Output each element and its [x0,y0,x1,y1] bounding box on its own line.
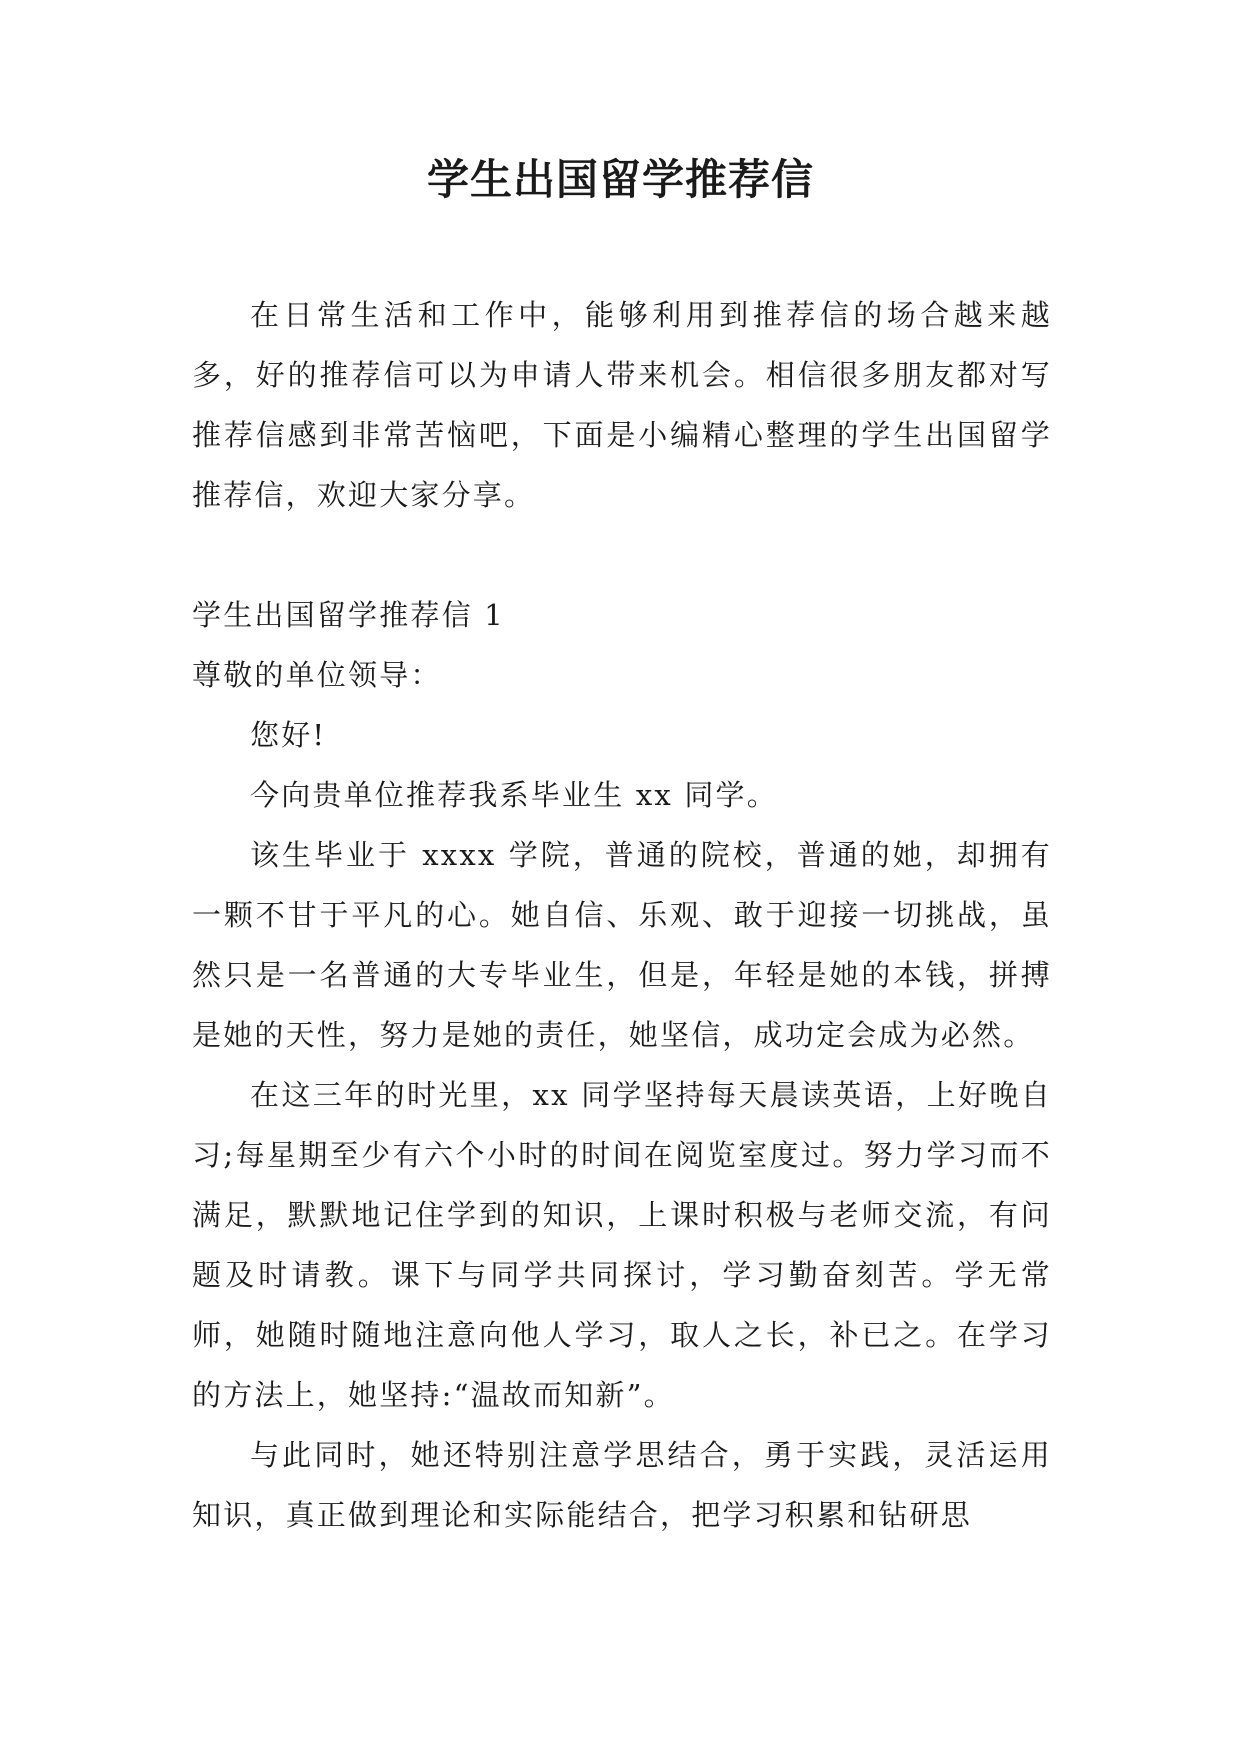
section-heading: 学生出国留学推荐信 1 [192,598,505,632]
body-paragraph: 今向贵单位推荐我系毕业生 xx 同学。 [250,778,778,812]
greeting: 您好! [250,718,327,752]
body-paragraph: 该生毕业于 xxxx 学院，普通的院校，普通的她，却拥有一颗不甘于平凡的心。她自信、乐观、敢于迎接一切挑战，虽然只是一名普通的大专毕业生，但是，年轻是她的本钱，拼搏是她的天性，努力是她的责任，她坚信，成功定会成为必然。 [192,838,1052,1052]
body-paragraph: 在这三年的时光里，xx 同学坚持每天晨读英语，上好晚自习;每星期至少有六个小时的时间在阅览室度过。努力学习而不满足，默默地记住学到的知识，上课时积极与老师交流，有问题及时请教。课下与同学共同探讨，学习勤奋刻苦。学无常师，她随时随地注意向他人学习，取人之长，补已之。在学习的方法上，她坚持:“温故而知新”。 [192,1078,1052,1412]
document-body [192,285,1052,1545]
salutation: 尊敬的单位领导： [192,658,442,692]
paragraph-spacer [192,525,1052,585]
intro-paragraph: 在日常生活和工作中，能够利用到推荐信的场合越来越多，好的推荐信可以为申请人带来机会。相信很多朋友都对写推荐信感到非常苦恼吧，下面是小编精心整理的学生出国留学推荐信，欢迎大家分享。 [192,298,1052,512]
body-paragraph: 与此同时，她还特别注意学思结合，勇于实践，灵活运用知识，真正做到理论和实际能结合，把学习积累和钻研思 [192,1438,1052,1532]
document-title: 学生出国留学推荐信 [426,155,814,204]
